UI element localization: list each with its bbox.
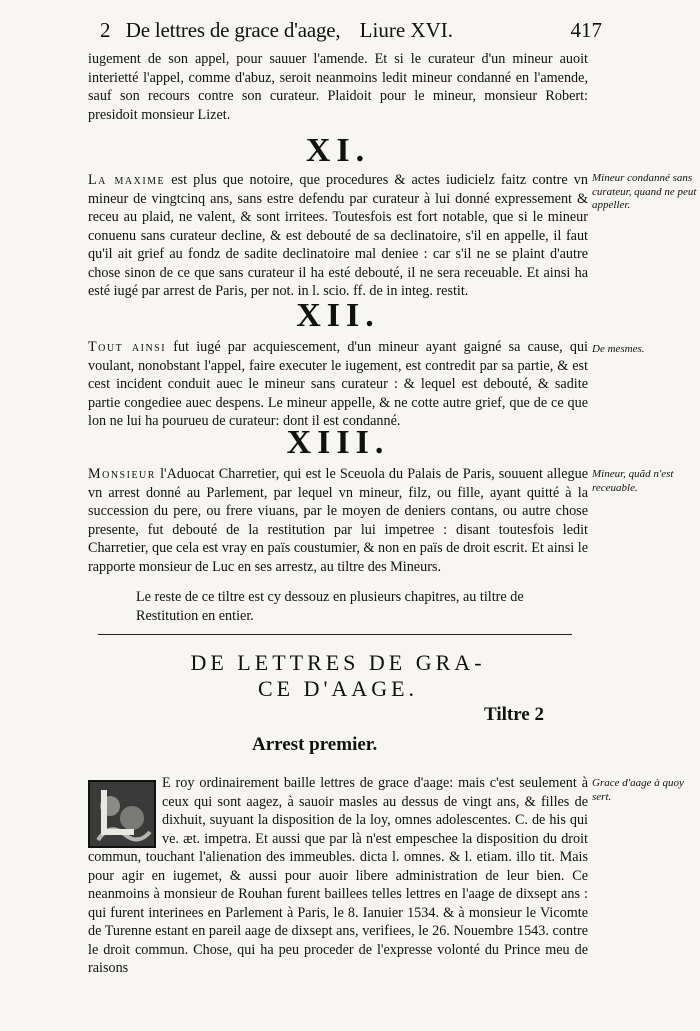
- margin-note-xiii: Mineur, quãd n'est receuable.: [592, 468, 674, 494]
- final-paragraph: [88, 774, 588, 978]
- remainder-note: Le reste de ce tiltre est cy dessouz en plusieurs chapitres, au tiltre de Restitution en entier.: [136, 589, 524, 624]
- decorated-initial-l-icon: [88, 780, 156, 848]
- section-xiii-text: l'Aduocat Charretier, qui est le Sceuola du Palais de Paris, souuent allegue vn arrest donné au Parlement, par lequel vn mineur, filz, ou fille, ayant quitté à la succession du pere, ou frere viuans, par le moyen de deniers contans, ou autre chose presente, fut debouté de la restitution par lui impetree : disant toutesfois ledit Charretier, que cela est vray en païs coustumier, & non en païs de droit escrit. Et ainsi le rapporte monsieur de Luc en ses arrestz, au tiltre des Mineurs.: [88, 466, 588, 575]
- section-xiii-paragraph: [88, 465, 588, 576]
- section-divider: [98, 634, 572, 635]
- margin-note-xi: Mineur condanné sans curateur, quand ne peut appeller.: [592, 172, 697, 211]
- section-numeral-xi: XI.: [305, 132, 371, 169]
- section-xii-text: fut iugé par acquiescement, d'un mineur ayant gaigné sa cause, qui voulant, nonobstant l'appel, faire executer le iugement, est contredit par sa partie, & est cest incident conduit auec le mineur sans curateur : & lequel est debouté, & sadite partie congediee auec despens. Le mineur appelle, & ne cotte autre grief, que de ce que lon ne lui ha pourueu de curateur: dont il est condanné.: [88, 339, 589, 429]
- intro-paragraph: [88, 50, 588, 124]
- running-header: [100, 18, 600, 43]
- section-xiii-lead: Monsieur: [88, 466, 156, 482]
- page-number-right: 417: [570, 18, 602, 42]
- section-xii-lead: Tout ainsi: [88, 339, 167, 355]
- title-line-2: CE D'AAGE.: [257, 676, 419, 701]
- arrest-heading: Arrest premier.: [252, 734, 378, 755]
- final-text: E roy ordinairement baille lettres de grace d'aage: mais c'est seulement à ceux qui sont aagez, à sauoir masles au dessus de vingt ans, & filles de dixhuit, suyuant la disposition de la loy, omnes adolescentes. C. de his qui ve. æt. impetra. Et aussi que par là n'est empeschee la disposition du droit commun, touchant l'alienation des immeubles. dicta l. omnes. & l. etiam. illo tit. Mais pour agir en iugemet, & aussi pour auoir libere administration de leur bien. Ce neanmoins à monsieur de Rouhan furent baillees telles lettres en l'aage de dixsept ans : qui furent interinees en Parlement à Paris, le 8. Ianuier 1534. & à monsieur le Vicomte de Turenne estant en pareil aage de dixsept ans, verifiees, le 26. Nouembre 1543. contre le droit commun. Chose, qui ha peu proceder de l'expresse volonté du Prince meu de raisons: [88, 775, 588, 976]
- titre-number: Tiltre 2: [484, 704, 544, 725]
- running-title: De lettres de grace d'aage,: [125, 18, 341, 42]
- section-xi-text: est plus que notoire, que procedures & actes iudicielz faitz contre vn mineur de vingtcinq ans, sans estre defendu par curateur à lui donné expressement & receu au plaid, ne valent, & sont irritees. Toutesfois est fort notable, que si le mineur conuenu sans curateur decline, & est debouté de sa declinatoire, s'il en appelle, il faut qu'il ait grief au fondz de sadite declinatoire mal deniee : car s'il ne se plaint d'autre chose sinon de ce que sans curateur il ha esté debouté, il ne sera receuable. Et ainsi ha esté iugé par arrest de Paris, per not. in l. scio. ff. de in integ. restit.: [88, 172, 588, 299]
- section-xi-paragraph: [88, 171, 588, 301]
- title-line-1: DE LETTRES DE GRA-: [190, 650, 486, 675]
- section-xi-lead: La maxime: [88, 172, 166, 188]
- book-number: Liure XVI.: [359, 18, 453, 42]
- section-xii-paragraph: [88, 338, 588, 431]
- margin-note-xii: De mesmes.: [592, 343, 645, 355]
- margin-note-final: Grace d'aage à quoy sert.: [592, 777, 684, 803]
- intro-text: iugement de son appel, pour sauuer l'amende. Et si le curateur d'un mineur auoit interietté l'appel, comme d'abuz, seroit neanmoins ledit mineur condanné en l'amende, sauf son recours contre son curateur. Plaidoit pour le mineur, monsieur Robert: presidoit monsieur Lizet.: [88, 51, 588, 123]
- page-number-left: 2: [100, 18, 111, 42]
- section-numeral-xiii: XIII.: [286, 424, 390, 461]
- section-numeral-xii: XII.: [296, 297, 380, 334]
